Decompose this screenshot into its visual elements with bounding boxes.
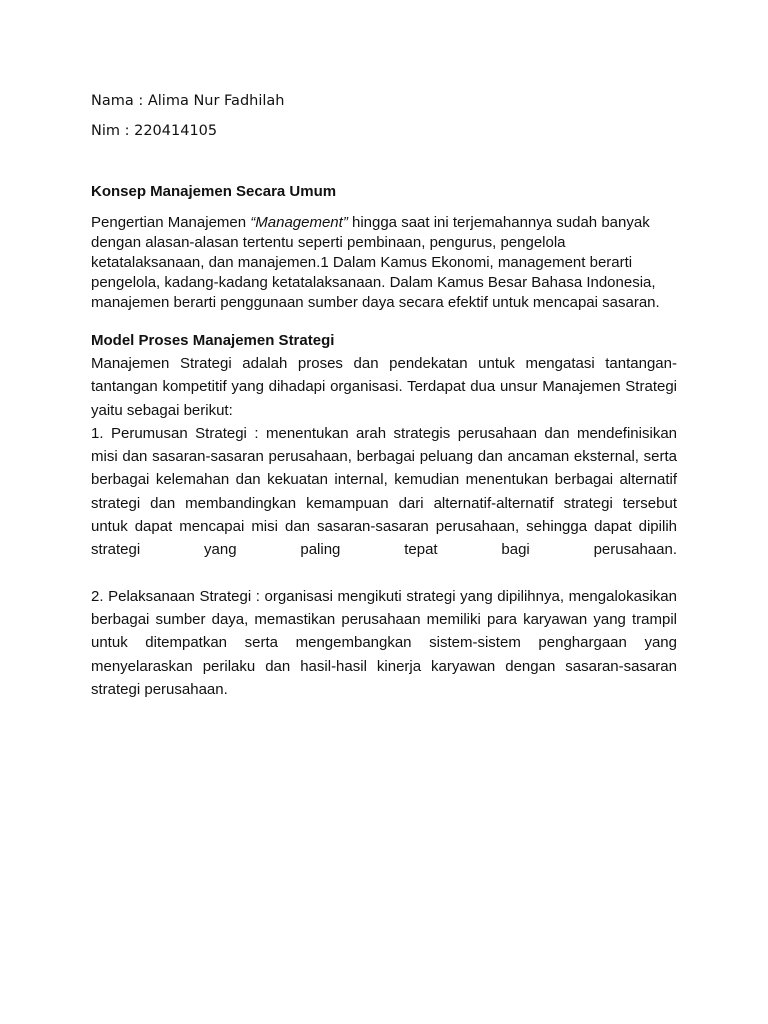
student-nim-line: Nim : 220414105 <box>91 123 218 139</box>
paragraph-text: hingga saat ini terjemahannya sudah banyak <box>347 214 650 231</box>
paragraph-line: pengelola, kadang-kadang ketatalaksanaan. Dalam Kamus Besar Bahasa Indonesia, <box>91 274 656 291</box>
section-konsep-manajemen <box>91 182 677 313</box>
section-heading: Model Proses Manajemen Strategi <box>91 332 335 349</box>
list-item-perumusan <box>91 422 677 562</box>
student-name-line: Nama : Alima Nur Fadhilah <box>91 93 285 109</box>
list-item-text: 1. Perumusan Strategi : menentukan arah strategis perusahaan dan mendefinisikan misi dan sasaran-sasaran perusahaan, berbagai peluang dan ancaman eksternal, serta berbagai kelemahan dan kekuatan internal, kemudian menentukan berbagai alternatif strategi dan membandingkan kemampuan dari alternatif-alternatif strategi tersebut untuk dapat mencapai misi dan sasaran-sasaran perusahaan, sehingga dapat dipilih strategi yang paling tepat bagi perusahaan. <box>91 424 677 559</box>
paragraph-line: ketatalaksanaan, dan manajemen.1 Dalam Kamus Ekonomi, management berarti <box>91 254 633 271</box>
section-heading: Konsep Manajemen Secara Umum <box>91 183 337 200</box>
paragraph-line: manajemen berarti penggunaan sumber daya secara efektif untuk mencapai sasaran. <box>91 294 660 311</box>
list-item-pelaksanaan: 2. Pelaksanaan Strategi : organisasi mengikuti strategi yang dipilihnya, mengalokasikan berbagai sumber daya, memastikan perusahaan memiliki para karyawan yang trampil untuk ditempatkan serta mengembangkan sistem-sistem penghargaan yang menyelaraskan perilaku dan hasil-hasil kinerja karyawan dengan sasaran-sasaran strategi perusahaan. <box>91 587 677 698</box>
paragraph-text: Pengertian Manajemen <box>91 214 251 231</box>
quoted-term: “Management” <box>250 214 348 231</box>
paragraph-line: dengan alasan-alasan tertentu seperti pembinaan, pengurus, pengelola <box>91 234 566 251</box>
paragraph-line <box>91 213 677 233</box>
section-model-proses <box>91 331 677 701</box>
section-paragraph: Manajemen Strategi adalah proses dan pendekatan untuk mengatasi tantangan-tantangan kompetitif yang dihadapi organisasi. Terdapat dua unsur Manajemen Strategi yaitu sebagai berikut: <box>91 355 677 419</box>
section-paragraph <box>91 213 677 313</box>
